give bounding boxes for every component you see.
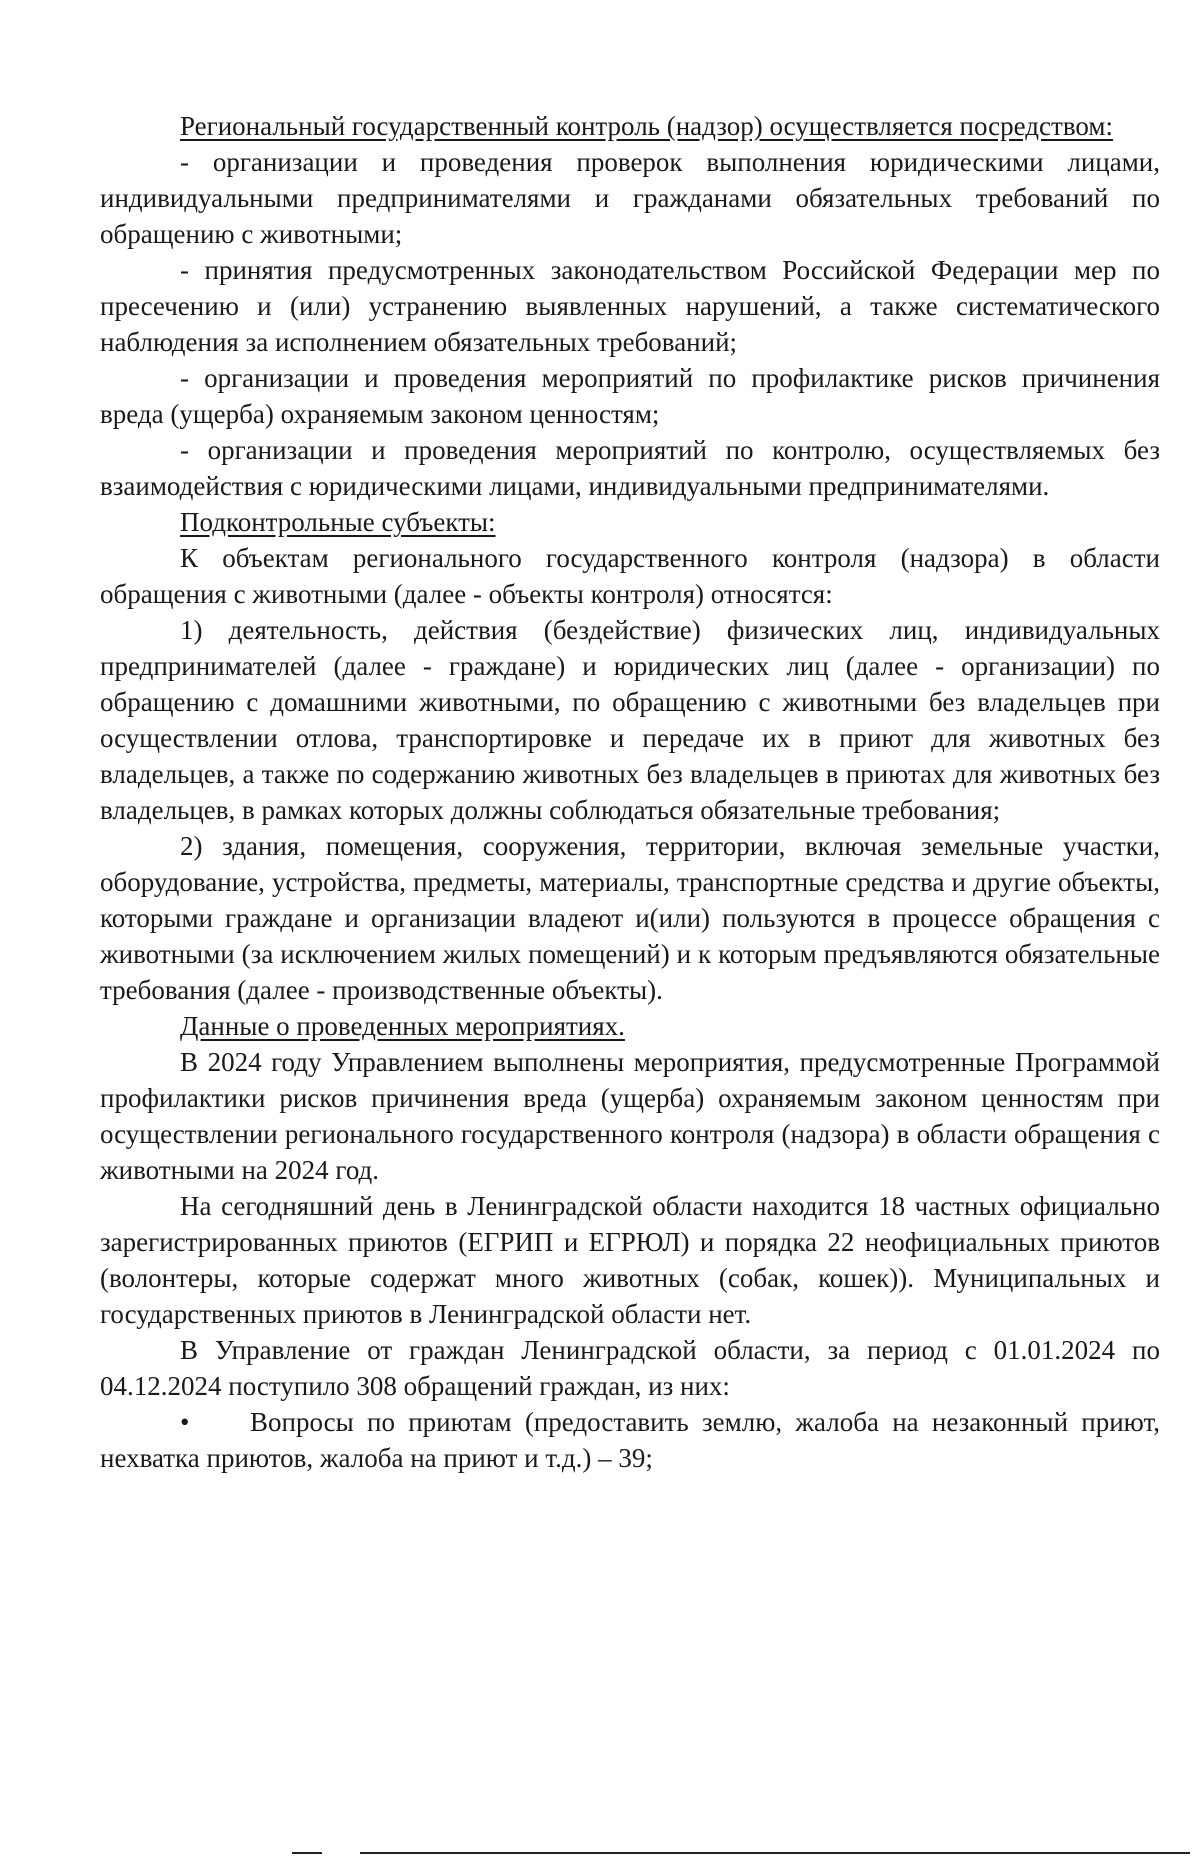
paragraph-prevention: - организации и проведения мероприятий по профилактике рисков причинения вреда (ущерба) охраняемым законом ценностям; bbox=[100, 363, 1160, 429]
section-heading-subjects bbox=[100, 504, 1160, 540]
section-heading-control: Региональный государственный контроль (надзор) осуществляется посредством: bbox=[180, 111, 1113, 141]
paragraph-shelters: На сегодняшний день в Ленинградской области находится 18 частных официально зарегистрированных приютов (ЕГРИП и ЕГРЮЛ) и порядка 22 неофициальных приютов (волонтеры, которые содержат много животных (собак, кошек)). Муниципальных и государственных приютов в Ленинградской области нет. bbox=[100, 1191, 1160, 1329]
paragraph-2024-program: В 2024 году Управлением выполнены мероприятия, предусмотренные Программой профилактики рисков причинения вреда (ущерба) охраняемым законом ценностям при осуществлении регионального государственного контроля (надзора) в области обращения с животными на 2024 год. bbox=[100, 1047, 1160, 1185]
bullet-item-shelters bbox=[100, 1404, 1160, 1476]
bullet-marker: • bbox=[180, 1407, 190, 1437]
paragraph-item-2: 2) здания, помещения, сооружения, территории, включая земельные участки, оборудование, устройства, предметы, материалы, транспортные средства и другие объекты, которыми граждане и организации владеют и(или) пользуются в процессе обращения с животными (за исключением жилых помещений) и к которым предъявляются обязательные требования (далее - производственные объекты). bbox=[100, 831, 1160, 1005]
activities-heading-text: Данные о проведенных мероприятиях. bbox=[180, 1011, 625, 1041]
section-heading-activities bbox=[100, 1008, 1160, 1044]
footer-rule-short bbox=[292, 1852, 322, 1854]
footer-rule-long bbox=[360, 1852, 1190, 1854]
paragraph-inspections: - организации и проведения проверок выполнения юридическими лицами, индивидуальными предпринимателями и гражданами обязательных требований по обращению с животными; bbox=[100, 147, 1160, 249]
subjects-heading-text: Подконтрольные субъекты: bbox=[180, 507, 496, 537]
paragraph-no-interaction-control: - организации и проведения мероприятий по контролю, осуществляемых без взаимодействия с юридическими лицами, индивидуальными предпринимателями. bbox=[100, 435, 1160, 501]
document-page bbox=[100, 108, 1160, 1476]
paragraph-appeals: В Управление от граждан Ленинградской области, за период с 01.01.2024 по 04.12.2024 поступило 308 обращений граждан, из них: bbox=[100, 1335, 1160, 1401]
paragraph-item-1: 1) деятельность, действия (бездействие) физических лиц, индивидуальных предпринимателей (далее - граждане) и юридических лиц (далее - организации) по обращению с домашними животными, по обращению с животными без владельцев при осуществлении отлова, транспортировке и передаче их в приют для животных без владельцев, а также по содержанию животных без владельцев в приютах для животных без владельцев, в рамках которых должны соблюдаться обязательные требования; bbox=[100, 615, 1160, 825]
paragraph-measures: - принятия предусмотренных законодательством Российской Федерации мер по пресечению и (или) устранению выявленных нарушений, а также систематического наблюдения за исполнением обязательных требований; bbox=[100, 255, 1160, 357]
bullet-item-text: Вопросы по приютам (предоставить землю, жалоба на незаконный приют, нехватка приютов, жалоба на приют и т.д.) – 39; bbox=[100, 1407, 1160, 1473]
paragraph-control-objects: К объектам регионального государственного контроля (надзора) в области обращения с животными (далее - объекты контроля) относятся: bbox=[100, 543, 1160, 609]
